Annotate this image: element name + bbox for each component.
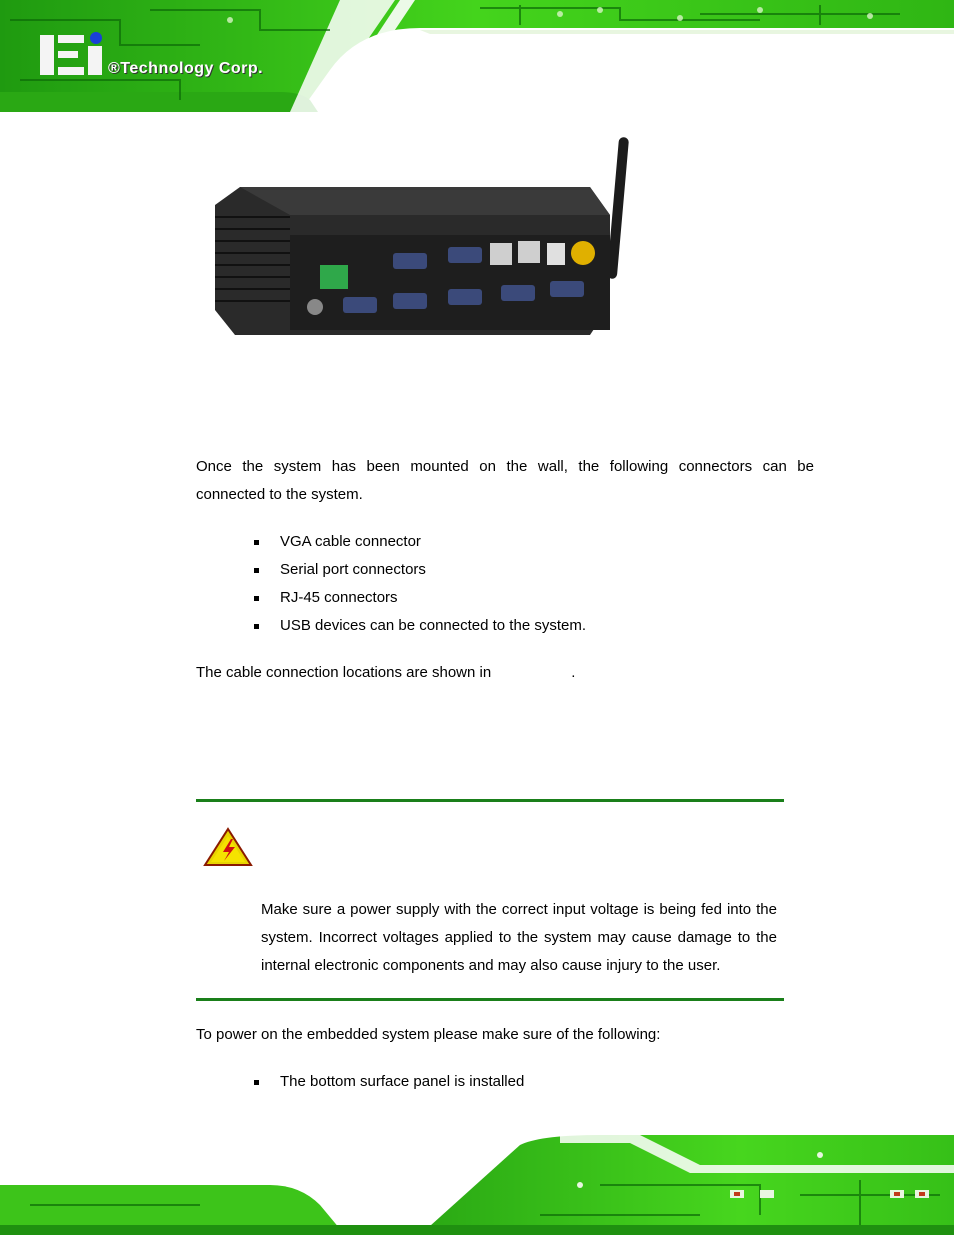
warning-text: Make sure a power supply with the correct input voltage is being fed into the system. Incorrect voltages applied to the system may cause damage to the internal electronic components and may also cause injury to the user.	[261, 901, 777, 974]
list-item: RJ-45 connectors	[252, 584, 586, 612]
footer-banner	[0, 1125, 954, 1235]
warning-triangle-icon	[203, 827, 253, 867]
warning-bottom-rule	[196, 998, 784, 1001]
brand-tagline: ®Technology Corp.	[108, 60, 264, 77]
warning-top-rule	[196, 799, 784, 802]
list-item: The bottom surface panel is installed	[252, 1068, 524, 1096]
power-on-list	[252, 1068, 524, 1096]
intro-line-2: connected to the system.	[196, 486, 363, 503]
cable-locations-paragraph	[196, 659, 814, 687]
pcb-header-graphic	[0, 0, 954, 112]
intro-line-1: Once the system has been mounted on the wall, the following connectors can be	[196, 458, 814, 475]
cable-locations-suffix: .	[571, 664, 576, 681]
list-item: USB devices can be connected to the system.	[252, 612, 586, 640]
embedded-system-photo	[205, 135, 635, 345]
power-on-text: To power on the embedded system please make sure of the following:	[196, 1026, 661, 1043]
connector-list	[252, 528, 586, 640]
list-item: Serial port connectors	[252, 556, 586, 584]
cable-locations-text: The cable connection locations are shown in	[196, 664, 492, 681]
pcb-footer-graphic	[0, 1125, 954, 1235]
list-item: VGA cable connector	[252, 528, 586, 556]
header-banner	[0, 0, 954, 112]
